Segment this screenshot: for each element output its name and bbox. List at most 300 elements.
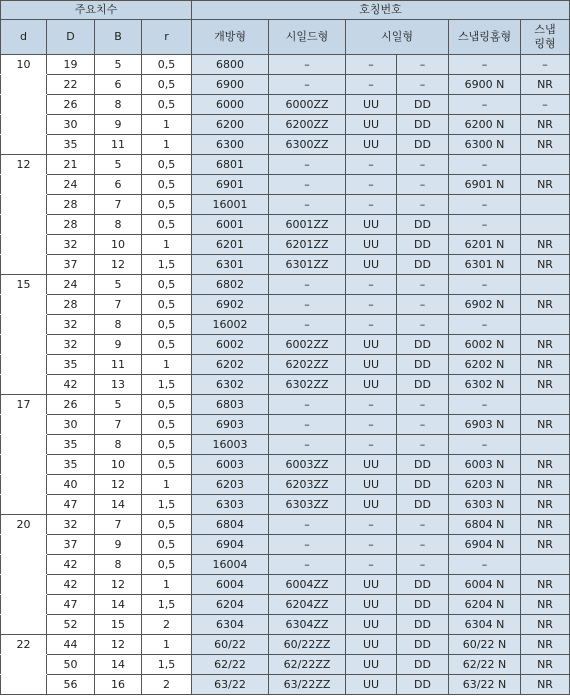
cell-r: 1 [142, 235, 192, 255]
cell-r: 0,5 [142, 275, 192, 295]
cell-B: 11 [95, 355, 142, 375]
cell-open: 6801 [192, 155, 269, 175]
cell-d [1, 415, 47, 435]
cell-D: 35 [47, 355, 95, 375]
cell-seal-dd: – [397, 275, 449, 295]
cell-snap-groove: – [449, 315, 521, 335]
cell-snap-groove: – [449, 555, 521, 575]
cell-B: 9 [95, 335, 142, 355]
cell-r: 1,5 [142, 255, 192, 275]
cell-D: 35 [47, 455, 95, 475]
cell-r: 1,5 [142, 655, 192, 675]
cell-d [1, 115, 47, 135]
cell-d [1, 575, 47, 595]
cell-r: 1 [142, 355, 192, 375]
cell-D: 50 [47, 655, 95, 675]
table-row [1, 495, 570, 515]
cell-D: 30 [47, 115, 95, 135]
cell-shield: 6202ZZ [269, 355, 346, 375]
cell-shield: 60/22ZZ [269, 635, 346, 655]
cell-snap-groove: 6302 N [449, 375, 521, 395]
cell-snap-ring: NR [521, 615, 570, 635]
cell-shield: 6201ZZ [269, 235, 346, 255]
cell-d [1, 595, 47, 615]
cell-B: 11 [95, 135, 142, 155]
cell-snap-groove: 6804 N [449, 515, 521, 535]
cell-snap-groove: – [449, 275, 521, 295]
cell-seal-dd: DD [397, 95, 449, 115]
cell-snap-ring: NR [521, 515, 570, 535]
cell-open: 6304 [192, 615, 269, 635]
cell-snap-groove: 6204 N [449, 595, 521, 615]
cell-r: 1,5 [142, 375, 192, 395]
cell-seal-dd: DD [397, 115, 449, 135]
cell-D: 28 [47, 215, 95, 235]
cell-seal-dd: DD [397, 495, 449, 515]
cell-r: 0,5 [142, 315, 192, 335]
cell-D: 47 [47, 595, 95, 615]
cell-seal-uu: UU [346, 215, 397, 235]
table-row [1, 375, 570, 395]
cell-D: 24 [47, 175, 95, 195]
table-row [1, 135, 570, 155]
cell-B: 14 [95, 655, 142, 675]
cell-seal-uu: UU [346, 575, 397, 595]
cell-d [1, 375, 47, 395]
cell-seal-dd: – [397, 175, 449, 195]
cell-seal-uu: – [346, 295, 397, 315]
cell-r: 2 [142, 615, 192, 635]
cell-shield: – [269, 295, 346, 315]
cell-seal-dd: DD [397, 235, 449, 255]
cell-open: 6800 [192, 55, 269, 75]
cell-open: 60/22 [192, 635, 269, 655]
cell-snap-ring: NR [521, 575, 570, 595]
cell-open: 16001 [192, 195, 269, 215]
col-seal-header: 시일형 [346, 20, 449, 55]
cell-r: 0,5 [142, 515, 192, 535]
cell-D: 32 [47, 335, 95, 355]
cell-open: 6000 [192, 95, 269, 115]
col-r-header: r [142, 20, 192, 55]
cell-shield: – [269, 435, 346, 455]
table-row [1, 515, 570, 535]
cell-r: 1 [142, 635, 192, 655]
cell-B: 8 [95, 435, 142, 455]
cell-seal-dd: DD [397, 255, 449, 275]
cell-d [1, 455, 47, 475]
cell-B: 6 [95, 75, 142, 95]
cell-B: 7 [95, 515, 142, 535]
cell-D: 32 [47, 315, 95, 335]
cell-seal-dd: – [397, 75, 449, 95]
cell-shield: 6200ZZ [269, 115, 346, 135]
table-row [1, 335, 570, 355]
table-row [1, 575, 570, 595]
cell-B: 14 [95, 495, 142, 515]
table-row [1, 595, 570, 615]
cell-snap-groove: 6200 N [449, 115, 521, 135]
cell-snap-ring: NR [521, 455, 570, 475]
cell-r: 0,5 [142, 335, 192, 355]
table-row [1, 95, 570, 115]
cell-shield: 6203ZZ [269, 475, 346, 495]
cell-seal-dd: DD [397, 455, 449, 475]
cell-d [1, 95, 47, 115]
cell-D: 30 [47, 415, 95, 435]
cell-B: 8 [95, 215, 142, 235]
cell-seal-dd: – [397, 55, 449, 75]
cell-snap-ring: NR [521, 635, 570, 655]
cell-r: 0,5 [142, 395, 192, 415]
cell-shield: 6002ZZ [269, 335, 346, 355]
cell-seal-uu: UU [346, 475, 397, 495]
cell-open: 6004 [192, 575, 269, 595]
table-row [1, 215, 570, 235]
cell-snap-ring [521, 215, 570, 235]
cell-r: 0,5 [142, 455, 192, 475]
cell-seal-dd: DD [397, 335, 449, 355]
table-row [1, 475, 570, 495]
cell-seal-dd: – [397, 535, 449, 555]
cell-snap-groove: – [449, 95, 521, 115]
cell-snap-ring [521, 315, 570, 335]
cell-snap-ring: – [521, 95, 570, 115]
cell-B: 6 [95, 175, 142, 195]
cell-open: 6003 [192, 455, 269, 475]
cell-snap-groove: 6901 N [449, 175, 521, 195]
cell-seal-dd: – [397, 555, 449, 575]
cell-seal-dd: DD [397, 135, 449, 155]
table-row [1, 655, 570, 675]
cell-snap-groove: 6902 N [449, 295, 521, 315]
cell-B: 12 [95, 575, 142, 595]
cell-d [1, 215, 47, 235]
table-row [1, 275, 570, 295]
cell-B: 13 [95, 375, 142, 395]
table-row [1, 415, 570, 435]
cell-r: 0,5 [142, 555, 192, 575]
cell-d [1, 535, 47, 555]
cell-seal-dd: – [397, 435, 449, 455]
table-row [1, 615, 570, 635]
cell-shield: – [269, 195, 346, 215]
table-row [1, 235, 570, 255]
cell-seal-uu: – [346, 555, 397, 575]
cell-seal-uu: – [346, 415, 397, 435]
table-row [1, 675, 570, 695]
cell-seal-dd: DD [397, 575, 449, 595]
cell-seal-uu: UU [346, 635, 397, 655]
cell-d: 22 [1, 635, 47, 655]
cell-D: 28 [47, 295, 95, 315]
cell-B: 12 [95, 635, 142, 655]
cell-seal-uu: – [346, 55, 397, 75]
cell-shield: 6302ZZ [269, 375, 346, 395]
cell-shield: 63/22ZZ [269, 675, 346, 695]
cell-snap-groove: 6202 N [449, 355, 521, 375]
cell-snap-groove: 6201 N [449, 235, 521, 255]
cell-seal-dd: DD [397, 475, 449, 495]
cell-snap-ring: NR [521, 335, 570, 355]
cell-D: 40 [47, 475, 95, 495]
cell-snap-groove: – [449, 215, 521, 235]
table-row [1, 355, 570, 375]
table-row [1, 455, 570, 475]
cell-open: 62/22 [192, 655, 269, 675]
cell-snap-groove: 6904 N [449, 535, 521, 555]
cell-open: 16004 [192, 555, 269, 575]
cell-d [1, 135, 47, 155]
cell-snap-ring: – [521, 55, 570, 75]
cell-seal-dd: DD [397, 595, 449, 615]
cell-snap-ring: NR [521, 495, 570, 515]
cell-seal-uu: UU [346, 655, 397, 675]
cell-open: 6903 [192, 415, 269, 435]
col-shield-header: 시일드형 [269, 20, 346, 55]
cell-d [1, 255, 47, 275]
cell-snap-ring: NR [521, 415, 570, 435]
cell-shield: – [269, 175, 346, 195]
cell-B: 7 [95, 195, 142, 215]
cell-B: 9 [95, 115, 142, 135]
cell-D: 32 [47, 515, 95, 535]
cell-snap-groove: 6203 N [449, 475, 521, 495]
cell-snap-groove: 62/22 N [449, 655, 521, 675]
cell-snap-ring: NR [521, 135, 570, 155]
cell-open: 6202 [192, 355, 269, 375]
cell-snap-groove: 6303 N [449, 495, 521, 515]
cell-seal-uu: – [346, 275, 397, 295]
cell-r: 0,5 [142, 175, 192, 195]
cell-seal-dd: – [397, 395, 449, 415]
col-snap-groove-header: 스냅링홈형 [449, 20, 521, 55]
cell-r: 0,5 [142, 435, 192, 455]
cell-B: 12 [95, 255, 142, 275]
cell-open: 6302 [192, 375, 269, 395]
cell-D: 32 [47, 235, 95, 255]
cell-shield: 6003ZZ [269, 455, 346, 475]
cell-seal-dd: – [397, 515, 449, 535]
cell-r: 0,5 [142, 215, 192, 235]
cell-open: 16003 [192, 435, 269, 455]
cell-shield: – [269, 275, 346, 295]
cell-seal-uu: – [346, 315, 397, 335]
table-row [1, 555, 570, 575]
cell-r: 0,5 [142, 55, 192, 75]
table-row [1, 535, 570, 555]
cell-B: 8 [95, 315, 142, 335]
cell-shield: – [269, 55, 346, 75]
cell-snap-ring: NR [521, 595, 570, 615]
cell-r: 1,5 [142, 495, 192, 515]
cell-open: 6301 [192, 255, 269, 275]
cell-seal-uu: – [346, 395, 397, 415]
cell-snap-ring: NR [521, 535, 570, 555]
cell-snap-ring: NR [521, 175, 570, 195]
cell-r: 1 [142, 575, 192, 595]
cell-d [1, 295, 47, 315]
cell-seal-dd: DD [397, 215, 449, 235]
cell-snap-groove: – [449, 195, 521, 215]
cell-seal-uu: UU [346, 675, 397, 695]
cell-seal-uu: UU [346, 135, 397, 155]
cell-D: 37 [47, 255, 95, 275]
cell-D: 47 [47, 495, 95, 515]
cell-shield: 6304ZZ [269, 615, 346, 635]
cell-D: 28 [47, 195, 95, 215]
cell-d: 10 [1, 55, 47, 75]
col-open-header: 개방형 [192, 20, 269, 55]
table-row [1, 255, 570, 275]
cell-r: 0,5 [142, 95, 192, 115]
cell-D: 37 [47, 535, 95, 555]
col-d-header: d [1, 20, 47, 55]
cell-D: 21 [47, 155, 95, 175]
table-row [1, 395, 570, 415]
cell-snap-groove: – [449, 55, 521, 75]
cell-seal-dd: – [397, 155, 449, 175]
cell-B: 7 [95, 415, 142, 435]
cell-r: 1 [142, 475, 192, 495]
cell-d: 12 [1, 155, 47, 175]
cell-d [1, 175, 47, 195]
cell-d: 17 [1, 395, 47, 415]
cell-B: 5 [95, 395, 142, 415]
cell-D: 24 [47, 275, 95, 295]
cell-shield: – [269, 555, 346, 575]
cell-shield: – [269, 155, 346, 175]
cell-r: 1 [142, 115, 192, 135]
cell-D: 22 [47, 75, 95, 95]
cell-d [1, 495, 47, 515]
table-row [1, 155, 570, 175]
cell-shield: 6204ZZ [269, 595, 346, 615]
cell-seal-dd: – [397, 415, 449, 435]
cell-snap-groove: 6903 N [449, 415, 521, 435]
cell-D: 56 [47, 675, 95, 695]
cell-snap-groove: 6301 N [449, 255, 521, 275]
cell-d [1, 355, 47, 375]
cell-shield: – [269, 75, 346, 95]
cell-r: 0,5 [142, 415, 192, 435]
cell-open: 6200 [192, 115, 269, 135]
cell-shield: – [269, 315, 346, 335]
cell-seal-uu: UU [346, 615, 397, 635]
cell-r: 0,5 [142, 75, 192, 95]
cell-B: 15 [95, 615, 142, 635]
table-row [1, 435, 570, 455]
cell-seal-dd: DD [397, 615, 449, 635]
designation-header: 호칭번호 [192, 1, 570, 20]
cell-snap-ring: NR [521, 75, 570, 95]
cell-open: 6904 [192, 535, 269, 555]
cell-r: 1 [142, 135, 192, 155]
cell-snap-groove: 6304 N [449, 615, 521, 635]
cell-shield: 6001ZZ [269, 215, 346, 235]
cell-seal-uu: UU [346, 235, 397, 255]
main-dimensions-header: 주요치수 [1, 1, 192, 20]
cell-open: 6002 [192, 335, 269, 355]
cell-B: 10 [95, 235, 142, 255]
cell-seal-dd: – [397, 195, 449, 215]
cell-seal-uu: – [346, 175, 397, 195]
cell-seal-uu: – [346, 515, 397, 535]
cell-snap-groove: 6004 N [449, 575, 521, 595]
cell-open: 6902 [192, 295, 269, 315]
cell-r: 0,5 [142, 535, 192, 555]
cell-open: 6203 [192, 475, 269, 495]
table-row [1, 295, 570, 315]
cell-r: 2 [142, 675, 192, 695]
cell-r: 0,5 [142, 195, 192, 215]
cell-seal-uu: UU [346, 375, 397, 395]
col-snap-ring-header: 스냅 링형 [521, 20, 570, 55]
cell-snap-ring: NR [521, 675, 570, 695]
cell-d [1, 435, 47, 455]
cell-d [1, 555, 47, 575]
cell-d [1, 615, 47, 635]
table-row [1, 315, 570, 335]
cell-B: 9 [95, 535, 142, 555]
cell-snap-groove: – [449, 155, 521, 175]
cell-D: 42 [47, 555, 95, 575]
cell-shield: 6004ZZ [269, 575, 346, 595]
cell-snap-groove: 6300 N [449, 135, 521, 155]
cell-snap-ring: NR [521, 655, 570, 675]
cell-shield: – [269, 515, 346, 535]
cell-snap-groove: 6003 N [449, 455, 521, 475]
cell-seal-dd: – [397, 295, 449, 315]
col-D-header: D [47, 20, 95, 55]
cell-r: 0,5 [142, 155, 192, 175]
cell-D: 52 [47, 615, 95, 635]
table-row [1, 115, 570, 135]
cell-B: 16 [95, 675, 142, 695]
table-row [1, 55, 570, 75]
cell-B: 8 [95, 95, 142, 115]
cell-d [1, 675, 47, 695]
cell-snap-ring: NR [521, 235, 570, 255]
cell-seal-dd: DD [397, 635, 449, 655]
cell-d [1, 315, 47, 335]
cell-open: 63/22 [192, 675, 269, 695]
cell-shield: – [269, 415, 346, 435]
cell-open: 6201 [192, 235, 269, 255]
cell-seal-uu: UU [346, 355, 397, 375]
cell-d [1, 475, 47, 495]
cell-seal-dd: DD [397, 655, 449, 675]
cell-D: 19 [47, 55, 95, 75]
cell-D: 35 [47, 435, 95, 455]
cell-shield: 6301ZZ [269, 255, 346, 275]
cell-open: 6300 [192, 135, 269, 155]
cell-seal-dd: – [397, 315, 449, 335]
cell-B: 8 [95, 555, 142, 575]
cell-D: 42 [47, 575, 95, 595]
cell-d: 20 [1, 515, 47, 535]
cell-seal-uu: UU [346, 255, 397, 275]
cell-open: 6804 [192, 515, 269, 535]
cell-B: 5 [95, 55, 142, 75]
cell-snap-ring [521, 395, 570, 415]
cell-B: 7 [95, 295, 142, 315]
cell-d [1, 655, 47, 675]
cell-seal-uu: – [346, 75, 397, 95]
cell-D: 35 [47, 135, 95, 155]
cell-shield: 6000ZZ [269, 95, 346, 115]
table-row [1, 195, 570, 215]
